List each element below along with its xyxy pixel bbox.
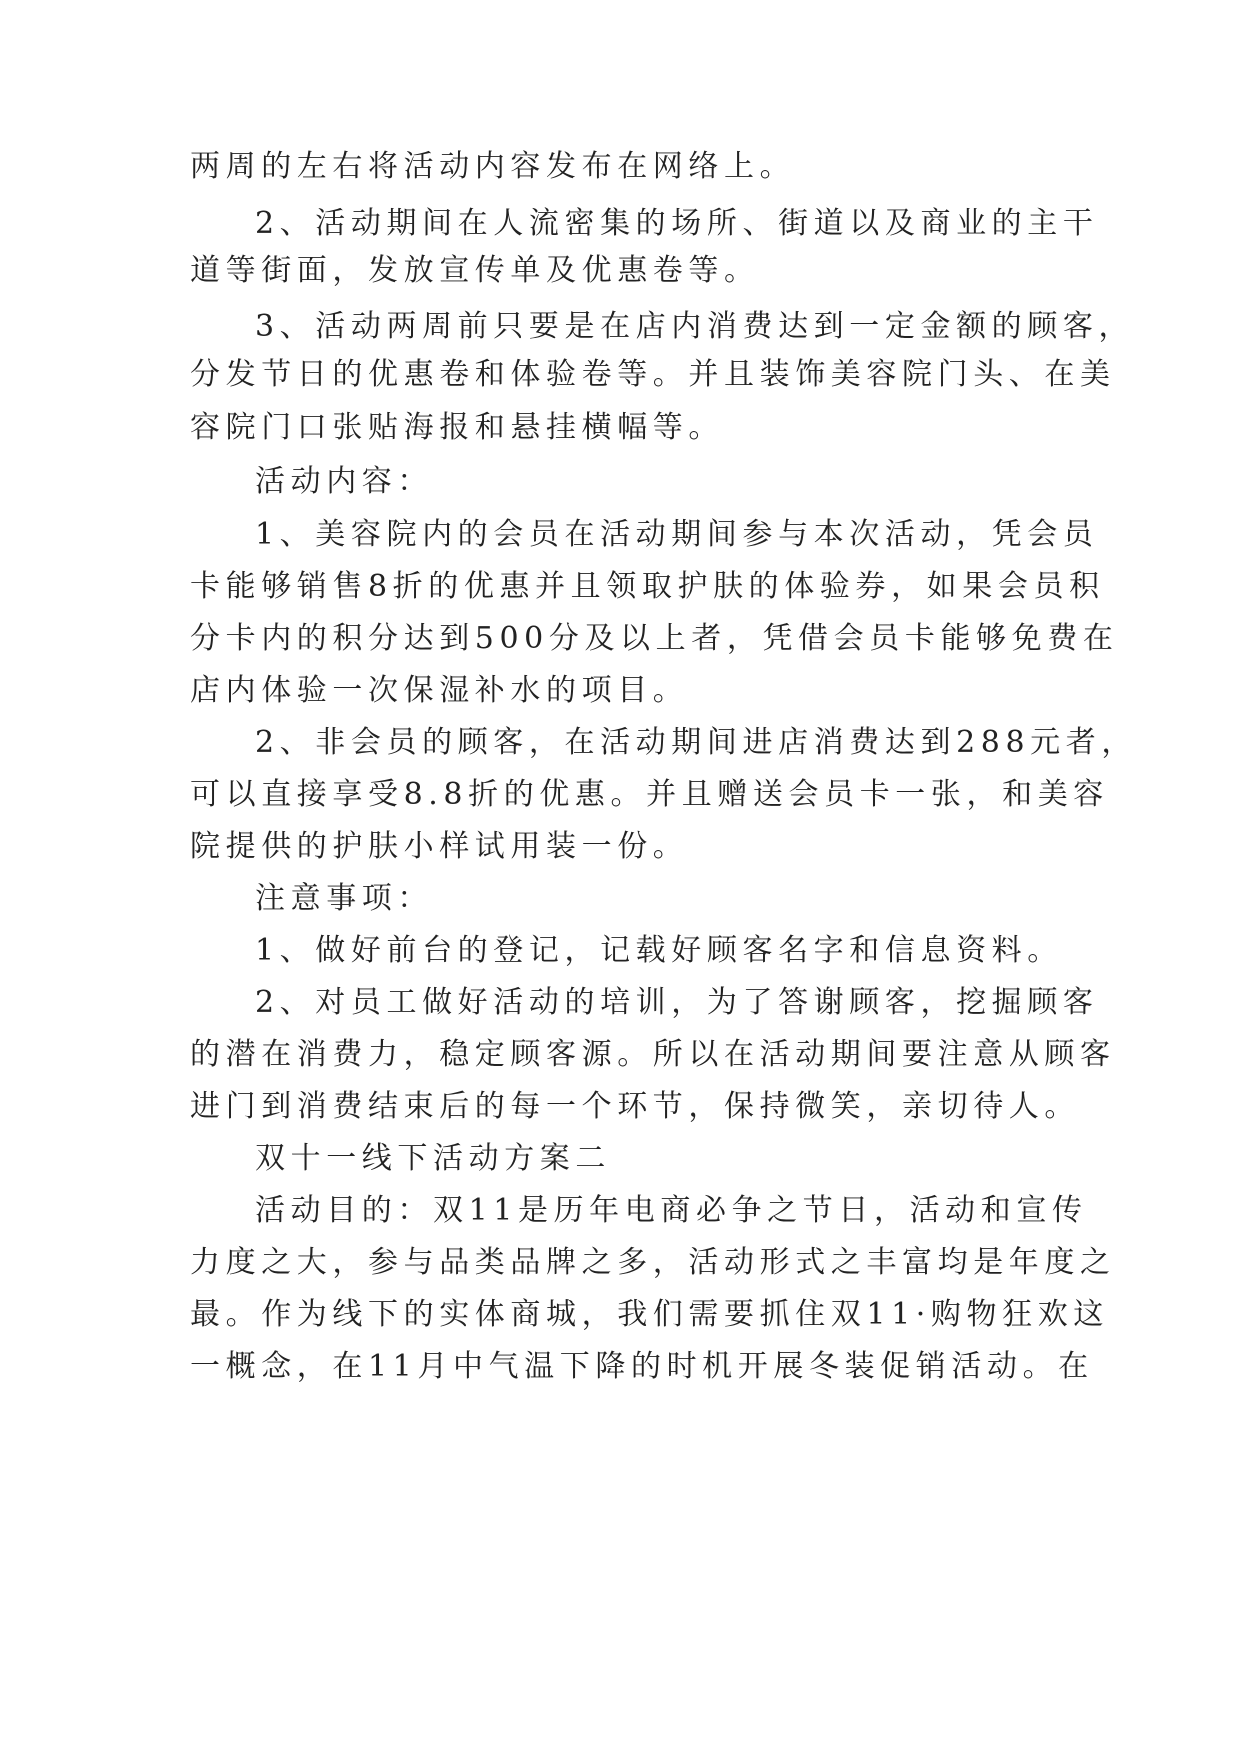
section-heading: 活动内容： (255, 464, 433, 499)
text-line: 力度之大，参与品类品牌之多，活动形式之丰富均是年度之 (190, 1245, 1116, 1280)
text-line: 卡能够销售8折的优惠并且领取护肤的体验券，如果会员积 (190, 569, 1105, 604)
text-line: 可以直接享受8.8折的优惠。并且赠送会员卡一张，和美容 (190, 777, 1109, 812)
text-line: 2、对员工做好活动的培训，为了答谢顾客，挖掘顾客 (255, 985, 1099, 1020)
text-line: 3、活动两周前只要是在店内消费达到一定金额的顾客， (255, 309, 1135, 344)
text-line: 2、非会员的顾客，在活动期间进店消费达到288元者， (255, 725, 1137, 760)
text-line: 店内体验一次保湿补水的项目。 (190, 673, 689, 708)
text-line: 道等街面，发放宣传单及优惠卷等。 (190, 253, 760, 288)
text-line: 1、做好前台的登记，记载好顾客名字和信息资料。 (255, 933, 1063, 968)
text-line: 最。作为线下的实体商城，我们需要抓住双11·购物狂欢这 (190, 1297, 1109, 1332)
text-line: 进门到消费结束后的每一个环节，保持微笑，亲切待人。 (190, 1089, 1080, 1124)
text-line: 两周的左右将活动内容发布在网络上。 (190, 149, 796, 184)
text-line: 的潜在消费力，稳定顾客源。所以在活动期间要注意从顾客 (190, 1037, 1116, 1072)
text-line: 分卡内的积分达到500分及以上者，凭借会员卡能够免费在 (190, 621, 1119, 656)
text-line: 分发节日的优惠卷和体验卷等。并且装饰美容院门头、在美 (190, 357, 1116, 392)
text-line: 1、美容院内的会员在活动期间参与本次活动，凭会员 (255, 517, 1099, 552)
text-line: 2、活动期间在人流密集的场所、街道以及商业的主干 (255, 206, 1099, 241)
text-line: 活动目的：双11是历年电商必争之节日，活动和宣传 (255, 1193, 1088, 1228)
text-line: 院提供的护肤小样试用装一份。 (190, 829, 689, 864)
section-heading: 注意事项： (255, 881, 433, 916)
section-heading: 双十一线下活动方案二 (255, 1141, 611, 1176)
text-line: 一概念，在11月中气温下降的时机开展冬装促销活动。在 (190, 1349, 1094, 1384)
text-line: 容院门口张贴海报和悬挂横幅等。 (190, 410, 724, 445)
